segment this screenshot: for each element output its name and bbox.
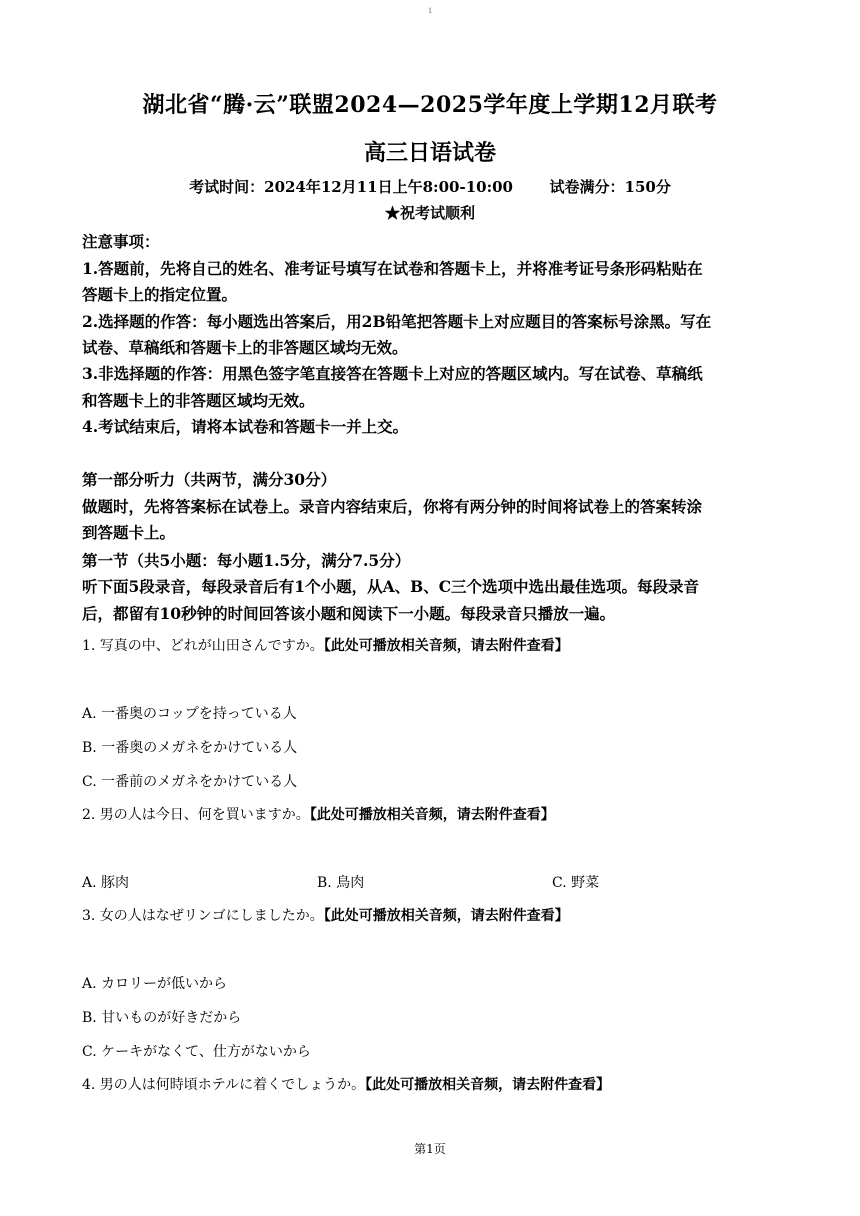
section1-heading: 第一节（共5小题：每小题1.5分，满分7.5分） [82,551,411,570]
note-1-line-1: 1.答题前，先将自己的姓名、准考证号填写在试卷和答题卡上，并将准考证号条形码粘贴在 [82,259,703,278]
question-3-text: 3. 女の人はなぜリンゴにしましたか。 [82,908,324,924]
question-2-option-a: A. 豚肉 [82,875,130,891]
question-3 [82,905,782,925]
section1-instructions-line-1: 听下面5段录音，每段录音后有1个小题，从A、B、C三个选项中选出最佳选项。每段录音 [82,577,700,596]
page-number: 第1页 [414,1142,446,1156]
note-4-line-1: 4.考试结束后，请将本试卷和答题卡一并上交。 [82,417,409,436]
section1-instructions-line-2: 后，都留有10秒钟的时间回答该小题和阅读下一小题。每段录音只播放一遍。 [82,604,616,623]
full-score: 试卷满分：150分 [549,178,671,196]
question-1-text: 1. 写真の中、どれが山田さんですか。 [82,638,324,654]
exam-subtitle: 高三日语试卷 [363,140,496,166]
note-2-line-2: 试卷、草稿纸和答题卡上的非答题区域均无效。 [82,338,408,357]
exam-title: 湖北省“腾·云”联盟2024—2025学年度上学期12月联考 [142,92,718,118]
question-1-option-b: B. 一番奥のメガネをかけている人 [82,740,298,756]
notes-heading: 注意事项： [82,232,160,251]
question-1-option-c: C. 一番前のメガネをかけている人 [82,774,298,790]
exam-meta [0,176,860,197]
exam-time: 考试时间：2024年12月11日上午8:00-10:00 [189,178,513,196]
audio-note: 【此处可播放相关音频，请去附件查看】 [309,807,555,823]
part1-heading: 第一部分听力（共两节，满分30分） [82,470,337,489]
question-2-option-c: C. 野菜 [552,875,600,891]
part1-instructions-line-2: 到答题卡上。 [82,523,176,542]
question-2 [82,804,782,824]
question-1-option-a: A. 一番奥のコップを持っている人 [82,706,297,722]
part1-instructions-line-1: 做题时，先将答案标在试卷上。录音内容结束后，你将有两分钟的时间将试卷上的答案转涂 [82,497,703,516]
note-3-line-2: 和答题卡上的非答题区域均无效。 [82,391,315,410]
audio-note: 【此处可播放相关音频，请去附件查看】 [323,908,569,924]
audio-note: 【此处可播放相关音频，请去附件查看】 [323,638,569,654]
good-luck-line: ★祝考试顺利 [384,204,475,222]
question-3-option-b: B. 甘いものが好きだから [82,1010,242,1026]
note-1-line-2: 答题卡上的指定位置。 [82,285,238,304]
question-3-option-c: C. ケーキがなくて、仕方がないから [82,1044,311,1060]
note-2-line-1: 2.选择题的作答：每小题选出答案后，用2B铅笔把答题卡上对应题目的答案标号涂黑。写在 [82,312,712,331]
question-1 [82,635,782,655]
question-2-option-b: B. 鳥肉 [317,875,365,891]
note-3-line-1: 3.非选择题的作答：用黑色签字笔直接答在答题卡上对应的答题区域内。写在试卷、草稿纸 [82,364,703,383]
question-2-text: 2. 男の人は今日、何を買いますか。 [82,807,310,823]
question-4 [82,1074,782,1094]
question-4-text: 4. 男の人は何時頃ホテルに着くでしょうか。 [82,1077,366,1093]
page-marker: 1 [428,6,432,15]
audio-note: 【此处可播放相关音频，请去附件查看】 [365,1077,611,1093]
question-3-option-a: A. カロリーが低いから [82,976,228,992]
